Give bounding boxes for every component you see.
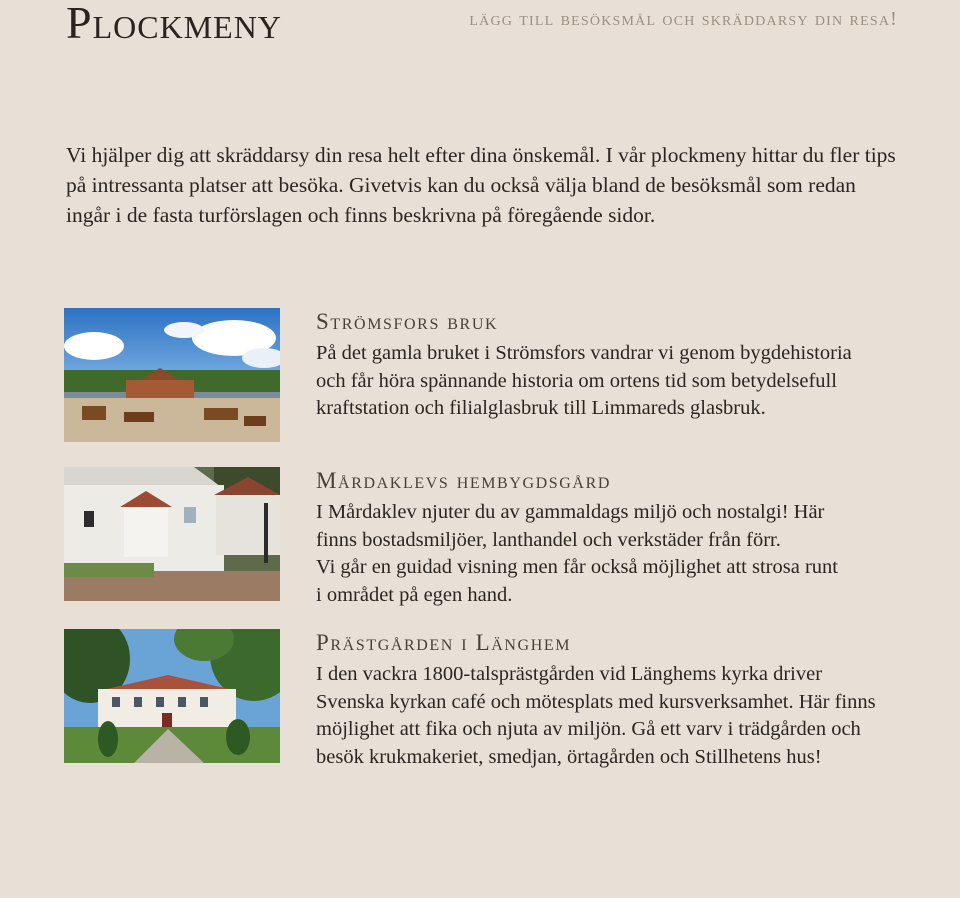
page-header xyxy=(66,0,906,48)
entry-description: I den vackra 1800-talsprästgården vid Länghems kyrka driver Svenska kyrkan café och mötesplats med kursverksamhet. Här finns möjlighet att fika och njuta av miljön. Gå ett varv i trädgården och besök krukmakeriet, smedjan, örtagården och Stillhetens hus! xyxy=(316,663,876,768)
entry-heading: Strömsfors bruk xyxy=(316,309,499,334)
mardaklevs-hembygdsgard-photo xyxy=(64,467,280,601)
prastgarden-i-langhem-photo xyxy=(64,629,280,763)
entry-heading: Mårdaklevs hembygdsgård xyxy=(316,468,612,493)
entry-heading: Prästgården i Länghem xyxy=(316,630,572,655)
page-tagline: lägg till besöksmål och skräddarsy din resa! xyxy=(469,8,898,30)
entry-description: På det gamla bruket i Strömsfors vandrar vi genom bygdehistoria och får höra spännande historia om ortens tid som betydelsefull kraftstation och filialglasbruk till Limmareds glasbruk. xyxy=(316,342,852,419)
entry-description: I Mårdaklev njuter du av gammaldags miljö och nostalgi! Här finns bostadsmiljöer, lanthandel och verkstäder från förr. Vi går en guidad visning men får också möjlighet att strosa runt i området på egen hand. xyxy=(316,501,838,606)
page-title: Plockmeny xyxy=(66,0,282,48)
stromsfors-bruk-photo xyxy=(64,308,280,442)
intro-paragraph: Vi hjälper dig att skräddarsy din resa helt efter dina önskemål. I vår plockmeny hittar du fler tips på intressanta platser att besöka. Givetvis kan du också välja bland de besöksmål som redan ingår i de fasta turförslagen och finns beskrivna på föregående sidor. xyxy=(66,143,896,227)
